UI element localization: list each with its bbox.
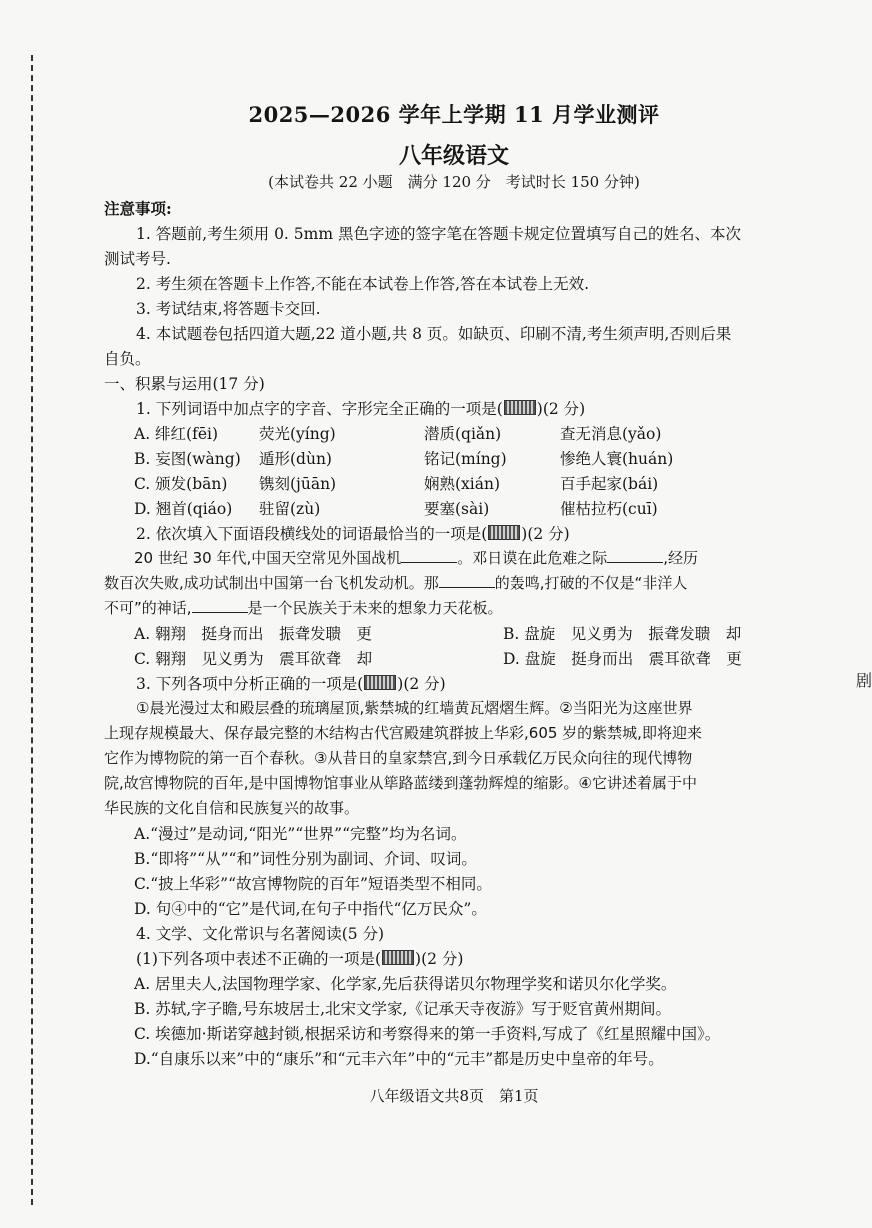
answer-blank — [504, 400, 536, 415]
passage-line: ①晨光漫过太和殿层叠的琉璃屋顶,紫禁城的红墙黄瓦熠熠生辉。②当阳光为这座世界 — [136, 699, 693, 717]
option-text: C. 颁发(bān) — [134, 475, 228, 493]
passage-line — [134, 547, 698, 568]
option-row — [560, 422, 661, 444]
option-a: A. 居里夫人,法国物理学家、化学家,先后获得诺贝尔物理学奖和诺贝尔化学奖。 — [134, 975, 677, 993]
binding-dashed-line — [31, 55, 33, 1205]
option-row — [259, 472, 336, 494]
exam-subject: 八年级语文 — [398, 143, 509, 169]
question-stem-text: 1. 下列词语中加点字的字音、字形完全正确的一项是( — [136, 400, 503, 418]
question-score: )(2 分) — [536, 400, 586, 418]
passage-text: 是一个民族关于未来的想象力天花板。 — [247, 599, 503, 617]
option-c: C. 翱翔 见义勇为 震耳欲聋 却 — [134, 650, 373, 668]
option-row — [424, 447, 507, 469]
page-footer: 八年级语文共8页 第1页 — [369, 1087, 539, 1105]
question-score: )(2 分) — [415, 950, 464, 968]
option-row — [134, 422, 218, 444]
passage-line: 华民族的文化自信和民族复兴的故事。 — [104, 799, 360, 817]
option-row — [259, 447, 332, 469]
question-score: )(2 分) — [397, 675, 446, 693]
option-row — [424, 422, 501, 444]
fill-blank — [401, 550, 457, 563]
passage-text: 数百次失败,成功试制出中国第一台飞机发动机。那 — [104, 574, 439, 592]
option-text: 催枯拉朽(cuī) — [560, 500, 658, 518]
option-row — [259, 422, 336, 444]
passage-text: 。邓日谟在此危难之际 — [457, 549, 608, 567]
question-4-1-stem — [136, 947, 463, 969]
answer-blank — [364, 675, 396, 690]
option-text: 百手起家(bái) — [560, 475, 659, 493]
option-row — [259, 497, 320, 519]
exam-info: (本试卷共 22 小题 满分 120 分 考试时长 150 分钟) — [268, 173, 640, 191]
option-text: 惨绝人寰(huán) — [560, 450, 674, 468]
option-text: 荧光(yíng) — [259, 425, 336, 443]
fill-blank — [607, 550, 663, 563]
option-text: 镌刻(jūān) — [259, 475, 337, 493]
answer-blank — [488, 525, 520, 540]
option-text: 查无消息(yǎo) — [560, 425, 662, 443]
question-4-heading: 4. 文学、文化常识与名著阅读(5 分) — [136, 925, 385, 943]
option-text: 要塞(sài) — [424, 500, 490, 518]
option-b: B.“即将”“从”“和”词性分别为副词、介词、叹词。 — [134, 850, 477, 868]
passage-line: 它作为博物院的第一百个春秋。③从昔日的皇家禁宫,到今日承载亿万民众向往的现代博物 — [104, 749, 693, 767]
fill-blank — [192, 600, 248, 613]
option-text: 驻留(zù) — [259, 500, 321, 518]
question-stem-text: 3. 下列各项中分析正确的一项是( — [136, 675, 364, 693]
question-1-stem — [136, 397, 585, 419]
passage-line: 上现存规模最大、保存最完整的木结构古代宫殿建筑群披上华彩,605 岁的紫禁城,即将迎来 — [104, 724, 702, 742]
passage-text: 的轰鸣,打破的不仅是“非洋人 — [494, 574, 688, 592]
option-d: D. 句④中的“它”是代词,在句子中指代“亿万民众”。 — [134, 900, 487, 918]
passage-text: 20 世纪 30 年代,中国天空常见外国战机 — [134, 549, 402, 567]
passage-line — [104, 597, 503, 618]
option-text: 遁形(dùn) — [259, 450, 332, 468]
note-line: 4. 本试题卷包括四道大题,22 道小题,共 8 页。如缺页、印刷不清,考生须声明,否则后果 — [136, 325, 732, 343]
option-row — [134, 472, 227, 494]
option-b: B. 苏轼,字子瞻,号东坡居士,北宋文学家,《记承天寺夜游》写于贬官黄州期间。 — [134, 1000, 671, 1018]
passage-text: ,经历 — [663, 549, 699, 567]
question-stem-text: (1)下列各项中表述不正确的一项是( — [136, 950, 382, 968]
note-line: 2. 考生须在答题卡上作答,不能在本试卷上作答,答在本试卷上无效. — [136, 275, 589, 293]
question-3-stem — [136, 672, 446, 694]
option-row — [134, 497, 232, 519]
option-d: D. 盘旋 挺身而出 震耳欲聋 更 — [503, 650, 742, 668]
passage-line — [104, 572, 687, 593]
note-line: 1. 答题前,考生须用 0. 5mm 黑色字迹的签字笔在答题卡规定位置填写自己的姓名、本次 — [136, 225, 741, 243]
option-c: C. 埃德加·斯诺穿越封锁,根据采访和考察得来的第一手资料,写成了《红星照耀中国》。 — [134, 1025, 721, 1043]
question-2-stem — [136, 522, 570, 544]
passage-text: 不可”的神话, — [104, 599, 192, 617]
passage-line: 院,故宫博物院的百年,是中国博物馆事业从筚路蓝缕到蓬勃辉煌的缩影。④它讲述着属于中 — [104, 774, 697, 792]
option-text: 潜质(qiǎn) — [424, 425, 502, 443]
exam-title: 2025—2026 学年上学期 11 月学业测评 — [248, 102, 660, 127]
option-row — [424, 497, 489, 519]
question-stem-text: 2. 依次填入下面语段横线处的词语最恰当的一项是( — [136, 525, 488, 543]
option-row — [560, 447, 673, 469]
option-row — [560, 472, 658, 494]
option-c: C.“披上华彩”“故宫博物院的百年”短语类型不相同。 — [134, 875, 492, 893]
option-b: B. 盘旋 见义勇为 振聋发聩 却 — [503, 625, 742, 643]
answer-blank — [382, 950, 414, 965]
fill-blank — [439, 575, 495, 588]
note-line: 测试考号. — [104, 250, 171, 268]
option-text: 铭记(míng) — [424, 450, 507, 468]
edge-character: 剧 — [856, 671, 872, 690]
option-a: A.“漫过”是动词,“阳光”“世界”“完整”均为名词。 — [134, 825, 467, 843]
option-a: A. 翱翔 挺身而出 振聋发聩 更 — [134, 625, 373, 643]
option-row — [424, 472, 500, 494]
option-text: A. 绯红(fēi) — [134, 425, 219, 443]
notes-heading: 注意事项: — [104, 199, 172, 218]
note-line: 3. 考试结束,将答题卡交回. — [136, 300, 321, 318]
option-text: 娴熟(xián) — [424, 475, 501, 493]
option-row — [134, 447, 241, 469]
section-heading: 一、积累与运用(17 分) — [104, 375, 265, 393]
option-d: D.“自康乐以来”中的“康乐”和“元丰六年”中的“元丰”都是历史中皇帝的年号。 — [134, 1050, 664, 1068]
question-score: )(2 分) — [521, 525, 570, 543]
option-text: B. 妄图(wàng) — [134, 450, 241, 468]
note-line: 自负。 — [104, 350, 151, 368]
option-row — [560, 497, 658, 519]
option-text: D. 翘首(qiáo) — [134, 500, 233, 518]
